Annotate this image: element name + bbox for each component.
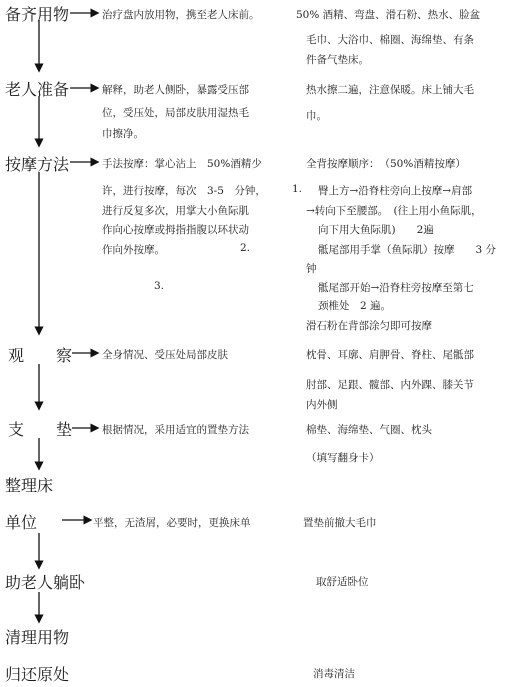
detail2-elder-line1: 热水擦二遍，注意保暖。床上铺大毛: [306, 84, 474, 96]
detail-massage-num2: 2.: [240, 242, 251, 254]
detail-elder-line2: 位，受压处，局部皮肤用湿热毛: [102, 107, 249, 119]
detail2-supplies-line1: 50% 酒精、弯盘、滑石粉、热水、脸盆: [296, 9, 481, 21]
detail2-massage-line6: 骶尾部开始→沿脊柱旁按摩至第七: [318, 282, 474, 294]
step-prepare-elder: 老人准备: [5, 80, 70, 99]
step-tidy-bed: 整理床: [5, 476, 54, 495]
step-observe: 观 察: [8, 346, 73, 365]
detail-massage-line5: 作向外按摩。: [102, 244, 165, 256]
detail2-lie-down: 取舒适卧位: [316, 576, 369, 588]
step-unit: 单位: [5, 513, 38, 532]
detail-unit: 平整，无渣屑，必要时，更换床单: [93, 517, 251, 529]
step-support-pad: 支 垫: [8, 420, 73, 439]
detail2-massage-line8: 滑石粉在背部涂匀即可按摩: [306, 320, 432, 332]
detail2-elder-line2: 巾。: [306, 110, 327, 122]
detail-massage-num3: 3.: [154, 280, 165, 292]
step-clean-supplies: 清理用物: [5, 628, 70, 647]
detail-massage-line3: 进行反复多次，用掌大小鱼际肌: [102, 205, 249, 217]
detail-observe: 全身情况、受压处局部皮肤: [102, 349, 228, 361]
detail-support: 根据情况，采用适宜的置垫方法: [102, 424, 249, 436]
step-return-items: 归还原处: [5, 665, 70, 684]
detail2-massage-title: 全背按摩顺序： （50%酒精按摩）: [306, 158, 466, 170]
detail2-massage-num1: 1.: [292, 183, 303, 195]
detail-massage-line1: 手法按摩：掌心沾上 50%酒精少: [102, 158, 262, 170]
detail-massage-line2: 许，进行按摩，每次 3-5 分钟，: [102, 185, 266, 197]
detail2-observe-line3: 内外侧: [306, 399, 338, 411]
step-help-lie-down: 助老人躺卧: [5, 573, 86, 592]
detail-elder-line1: 解释，助老人侧卧，暴露受压部: [102, 84, 249, 96]
detail2-supplies-line3: 件备气垫床。: [306, 54, 369, 66]
detail2-massage-line1: 臀上方→沿脊柱旁向上按摩→肩部: [318, 185, 473, 197]
detail2-supplies-line2: 毛巾、大浴巾、棉圈、海绵垫、有条: [306, 34, 474, 46]
detail2-massage-line7: 颈椎处 2 遍。: [318, 300, 392, 312]
detail2-massage-line2: →转向下至腰部。 (往上用小鱼际肌，: [306, 205, 482, 217]
detail2-observe-line1: 枕骨、耳廓、肩胛骨、脊柱、尾骶部: [306, 349, 474, 361]
detail2-support-line2: （填写翻身卡）: [306, 452, 380, 464]
detail2-massage-line4: 骶尾部用手掌（鱼际肌）按摩 3 分: [318, 244, 497, 256]
detail-elder-line3: 巾擦净。: [102, 128, 144, 140]
detail2-support-line1: 棉垫、海绵垫、气圈、枕头: [306, 424, 432, 436]
detail2-return: 消毒清洁: [313, 668, 355, 680]
step-prepare-supplies: 备齐用物: [5, 5, 70, 24]
detail2-observe-line2: 肘部、足跟、髋部、内外踝、膝关节: [306, 379, 474, 391]
detail2-massage-line3: 向下用大鱼际肌) 2遍: [318, 224, 434, 236]
detail2-unit: 置垫前撤大毛巾: [303, 517, 377, 529]
step-massage-method: 按摩方法: [5, 155, 70, 174]
detail2-massage-line5: 钟: [306, 263, 317, 275]
detail-supplies: 治疗盘内放用物，携至老人床前。: [102, 9, 260, 21]
detail-massage-line4: 作向心按摩或拇指指腹以环状动: [102, 224, 249, 236]
